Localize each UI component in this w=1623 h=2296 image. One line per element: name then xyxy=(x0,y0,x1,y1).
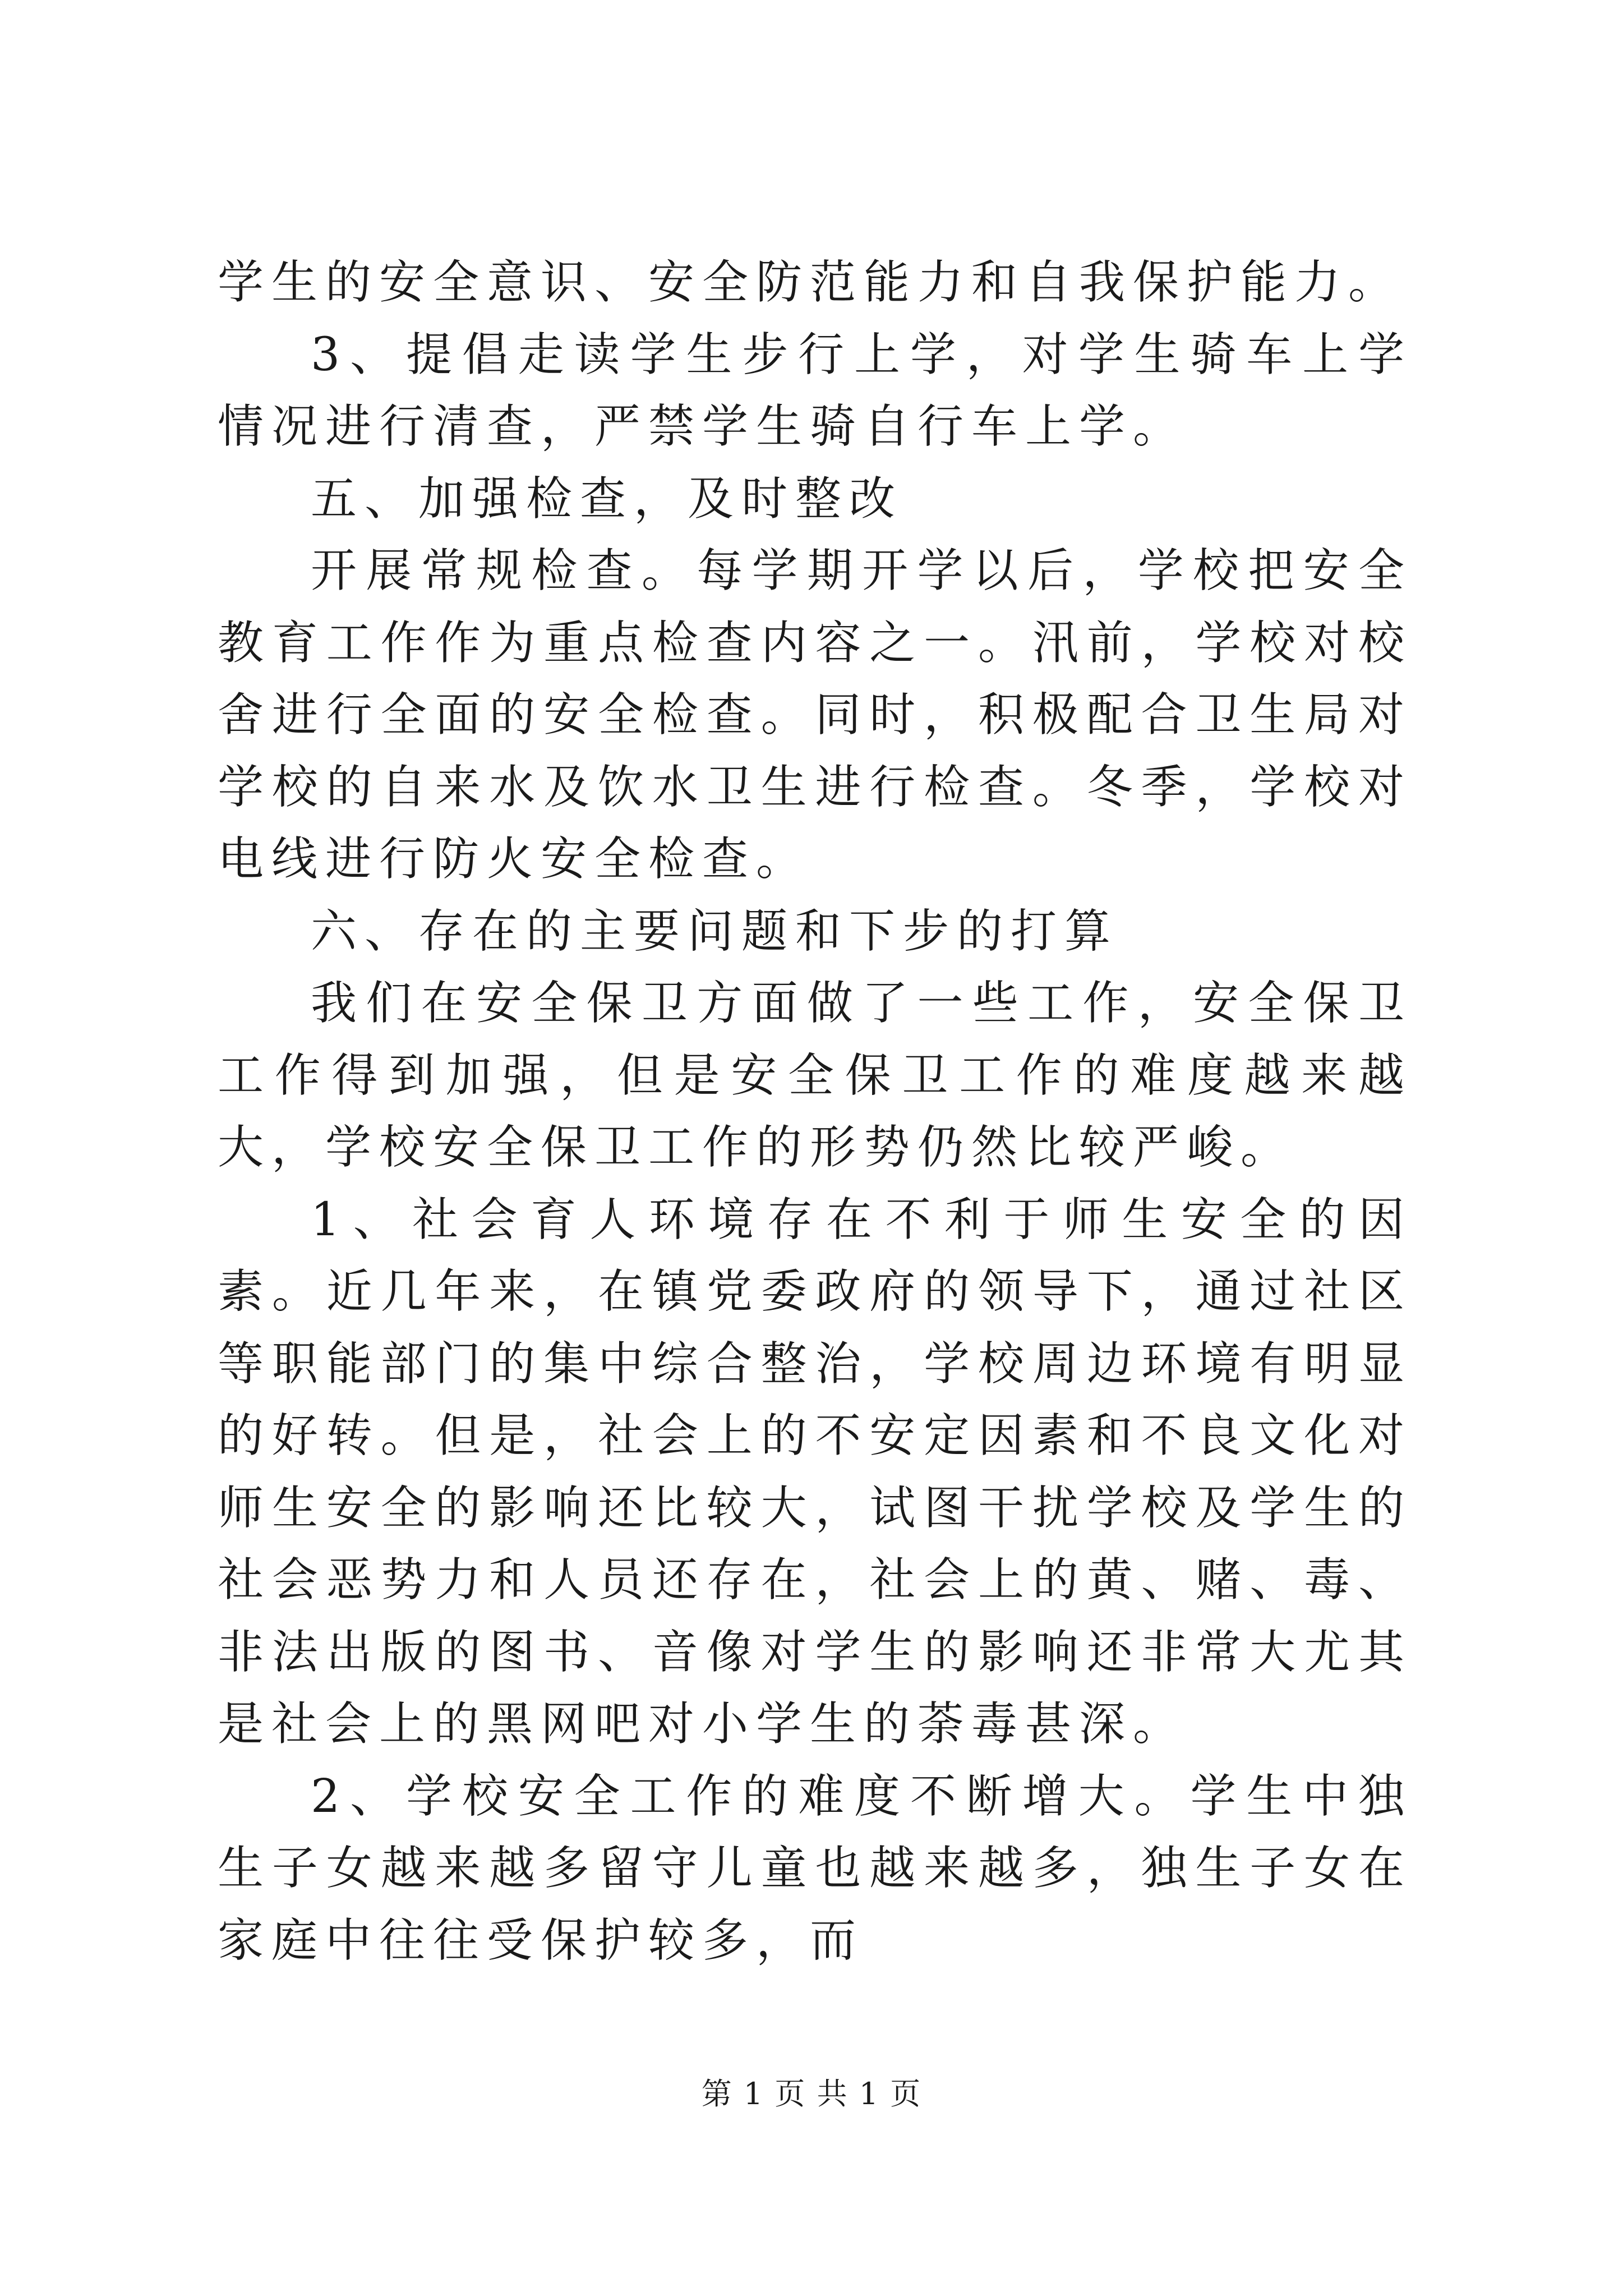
paragraph: 2、学校安全工作的难度不断增大。学生中独生子女越来越多留守儿童也越来越多，独生子女在家庭中往往受保护较多，而 xyxy=(218,1769,1412,1967)
paragraph: 学生的安全意识、安全防范能力和自我保护能力。 xyxy=(218,256,1403,309)
page-footer: 第 1 页 共 1 页 xyxy=(701,2076,922,2111)
paragraph: 1、社会育人环境存在不利于师生安全的因素。近几年来，在镇党委政府的领导下，通过社区等职能部门的集中综合整治，学校周边环境有明显的好转。但是，社会上的不安定因素和不良文化对师生安全的影响还比较大，试图干扰学校及学生的社会恶势力和人员还存在，社会上的黄、赌、毒、非法出版的图书、音像对学生的影响还非常大尤其是社会上的黑网吧对小学生的荼毒甚深。 xyxy=(218,1193,1412,1751)
document-body xyxy=(218,247,1412,1977)
paragraph: 3、提倡走读学生步行上学，对学生骑车上学情况进行清查，严禁学生骑自行车上学。 xyxy=(218,328,1412,453)
section-heading: 六、存在的主要问题和下步的打算 xyxy=(311,904,1119,958)
section-heading: 五、加强检查，及时整改 xyxy=(311,472,903,526)
paragraph: 我们在安全保卫方面做了一些工作，安全保卫工作得到加强，但是安全保卫工作的难度越来越大，学校安全保卫工作的形势仍然比较严峻。 xyxy=(218,977,1412,1174)
paragraph: 开展常规检查。每学期开学以后，学校把安全教育工作作为重点检查内容之一。汛前，学校对校舍进行全面的安全检查。同时，积极配合卫生局对学校的自来水及饮水卫生进行检查。冬季，学校对电线进行防火安全检查。 xyxy=(218,544,1412,886)
